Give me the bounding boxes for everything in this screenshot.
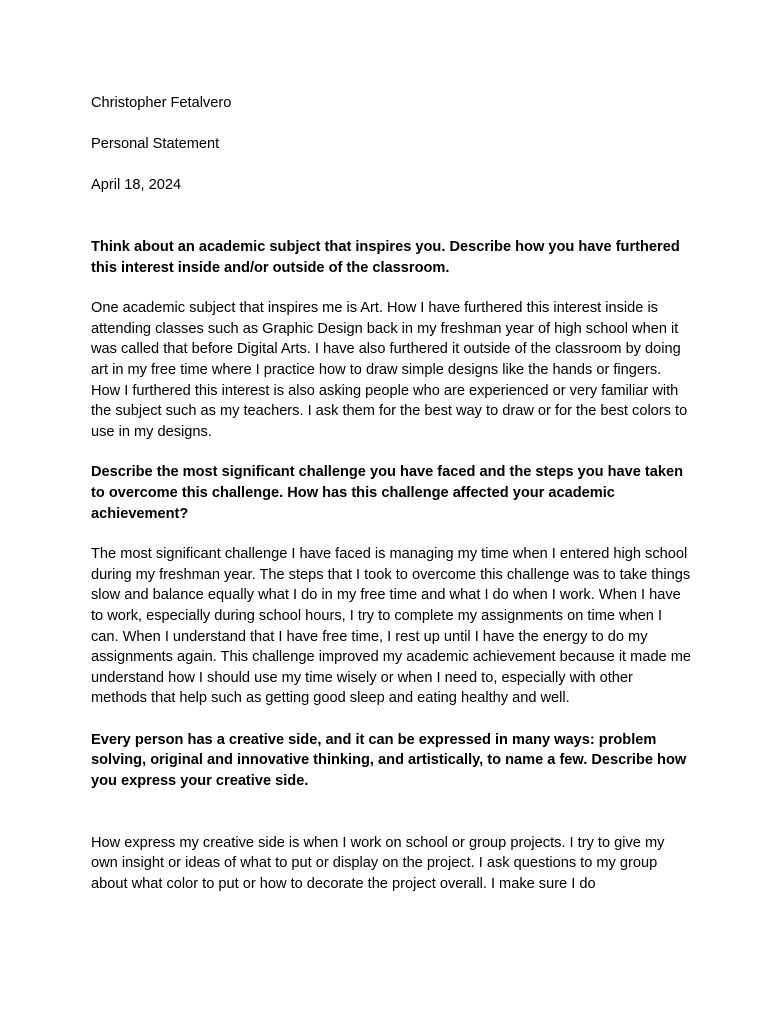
author-name: Christopher Fetalvero: [91, 95, 232, 111]
answer-1: One academic subject that inspires me is Art. How I have furthered this interest inside is attending classes such as Graphic Design back in my freshman year of high school when it was called that before Digital Arts. I have also furthered it outside of the classroom by doing art in my free time where I practice how to draw simple designs like the hands or fingers. How I furthered this interest is also asking people who are experienced or very familiar with the subject such as my teachers. I ask them for the best way to draw or for the best colors to use in my designs.: [91, 300, 688, 440]
answer-3: How express my creative side is when I work on school or group projects. I try to give my own insight or ideas of what to put or display on the project. I ask questions to my group about what color to put or how to decorate the project overall. I make sure I do: [91, 834, 665, 892]
document-title: Personal Statement: [91, 136, 220, 152]
question-3: Every person has a creative side, and it can be expressed in many ways: problem solving, original and innovative thinking, and artistically, to name a few. Describe how you express your creative side.: [91, 731, 687, 790]
document-body: [91, 93, 691, 894]
answer-2: The most significant challenge I have faced is managing my time when I entered high school during my freshman year. The steps that I took to overcome this challenge was to take things slow and balance equally what I do in my free time and what I do when I work. When I have to work, especially during school hours, I try to complete my assignments on time when I can. When I understand that I have free time, I rest up until I have the energy to do my assignments again. This challenge improved my academic achievement because it made me understand how I should use my time wisely or when I need to, especially with other methods that help such as getting good sleep and eating healthy and well.: [91, 546, 692, 707]
question-1: Think about an academic subject that inspires you. Describe how you have furthered this interest inside and/or outside of the classroom.: [91, 239, 680, 276]
question-2: Describe the most significant challenge you have faced and the steps you have taken to overcome this challenge. How has this challenge affected your academic achievement?: [91, 464, 684, 522]
document-date: April 18, 2024: [91, 177, 182, 193]
